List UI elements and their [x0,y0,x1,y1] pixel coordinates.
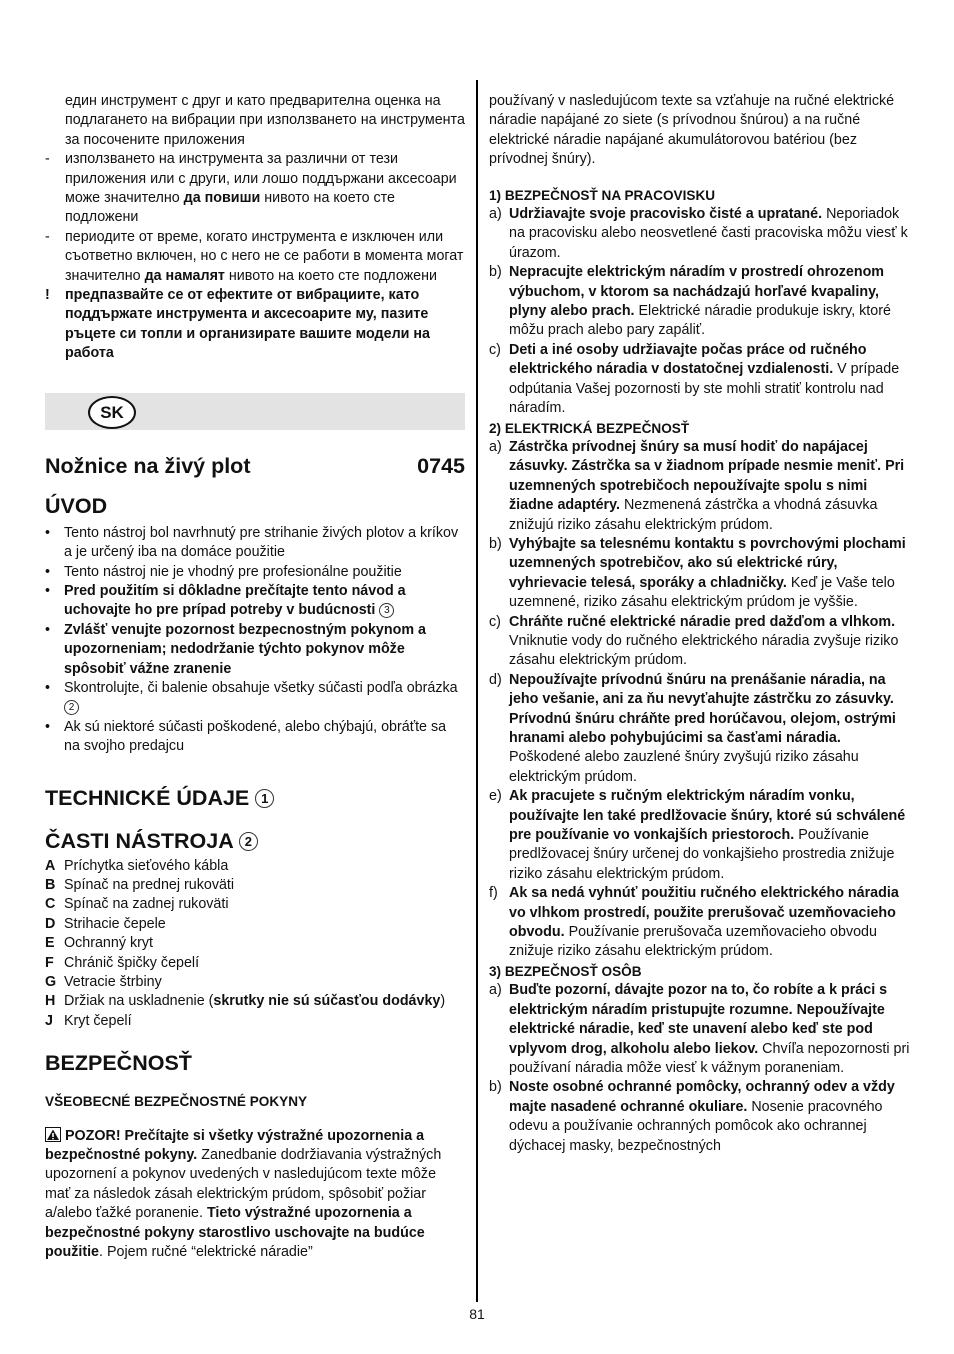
right-column [489,92,910,1156]
left-column [45,92,465,1262]
list-item: C Spínač na zadnej rukoväti [45,896,229,913]
list-item: c) Deti a iné osoby udržiavajte počas práce od ručného elektrického náradia v dostatočnej vzdialenosti. V prípade odpútania Vašej pozornosti by ste mohli stratiť kontrolu nad náradím. [489,341,900,417]
bg-intro-text: един инструмент с друг и като предварителна оценка на подлагането на вибрации при използването на инструмента за посочените приложения [65,93,465,148]
figure-ref-2: 2 [239,832,258,851]
list-item: d) Nepoužívajte prívodnú šnúru na prenášanie náradia, na jeho vešanie, ani za ňu nevyťahujte zástrčku zo zásuvky. Prívodnú šnúru chráňte pred horúčavou, olejom, ostrými hranami alebo pohybujúcimi sa časťami náradia. Poškodené alebo zauzlené šnúry zvyšujú riziko zásahu elektrickým prúdom. [489,671,896,785]
list-item: • Zvlášť venujte pozornost bezpecnostným pokynom a upozorneniam; nedodržanie týchto pokynov môže spôsobiť vážne zranenie [45,621,426,677]
list-item: f) Ak sa nedá vyhnúť použitiu ručného elektrického náradia vo vlhkom prostredí, použite prerušovač uzemňovacieho obvodu. Používanie prerušovača uzemňovacieho obvodu znižuje riziko zásahu elektrickým prúdom. [489,885,899,960]
list-item: e) Ak pracujete s ručným elektrickým náradím vonku, používajte len také predlžovacie šnúry, ktoré sú schválené pre používanie vo vonkajších priestoroch. Používanie predlžovacej šnúry určenej do vonkajšieho prostredia znižuje riziko zásahu elektrickým prúdom. [489,788,906,882]
language-badge: SK [88,396,136,429]
list-item: H Držiak na uskladnenie (skrutky nie sú súčasťou dodávky) [45,993,446,1010]
intro-heading: ÚVOD [45,493,108,518]
list-item: G Vetracie štrbiny [45,974,162,990]
safety-heading: BEZPEČNOSŤ [45,1051,192,1076]
continued-text: používaný v nasledujúcom texte sa vzťahuje na ručné elektrické náradie napájané zo siete (s prívodnou šnúrou) a na ručné elektrické náradie napájané akumulátorovou batériou (bez prívodnej šnúry). [489,93,895,168]
list-item: a) Zástrčka prívodnej šnúry sa musí hodiť do napájacej zásuvky. Zástrčka sa v žiadnom prípade nesmie meniť. Pri uzemnených spotrebičoch nepoužívajte spolu s nimi žiadne adaptéry. Nezmenená zástrčka a vhodná zásuvka znižujú riziko zásahu elektrickým prúdom. [489,438,905,533]
list-item: E Ochranný kryt [45,935,153,952]
general-safety-heading: VŠEOBECNÉ BEZPEČNOSTNÉ POKYNY [45,1094,308,1110]
list-item: • Tento nástroj nie je vhodný pre profesionálne použitie [45,563,402,580]
product-title: Nožnice na živý plot [45,453,251,478]
column-divider [476,80,478,1302]
parts-list [45,857,465,1032]
list-item: F Chránič špičky čepelí [45,954,200,971]
warning-triangle-icon [45,1127,61,1142]
list-item: a) Udržiavajte svoje pracovisko čisté a upratané. Neporiadok na pracovisku alebo neosvetlené časti pracoviska môžu viesť k úrazom. [489,206,908,261]
list-item: • Tento nástroj bol navrhnutý pre strihanie živých plotov a kríkov a je určený iba na domáce použitie [45,524,459,561]
language-band [45,393,465,430]
product-model: 0745 [417,453,465,478]
section-heading: 2) ELEKTRICKÁ BEZPEČNOSŤ [489,420,690,436]
list-item: • Skontrolujte, či balenie obsahuje všetky súčasti podľa obrázka 2 [45,679,458,714]
figure-ref-1: 1 [255,789,274,808]
list-item: • Pred použitím si dôkladne prečítajte tento návod a uchovajte ho pre prípad potreby v budúcnosti 3 [45,582,406,619]
intro-list [45,524,465,757]
list-item: b) Noste osobné ochranné pomôcky, ochranný odev a vždy majte nasadené ochranné okuliare. Nosenie pracovného odevu a používanie ochranných pomôcok ako ochrannej dýchacej masky, bezpečnostných [489,1079,895,1154]
figure-ref-2: 2 [64,700,79,715]
page-number: 81 [469,1306,485,1322]
list-item: B Spínač na prednej rukoväti [45,876,235,893]
vibration-warning: ! предпазвайте се от ефектите от вибрациите, като поддържате инструмента и аксесоарите му, пазите ръцете си топли и организирате вашите модели на работа [45,287,431,362]
list-item: - периодите от време, когато инструмента е изключен или съответно включен, но с него не се работи в момента могат значително да намалят нивото на което сте подложени [45,228,464,284]
list-item: a) Buďte pozorní, dávajte pozor na to, čo robíte a k práci s elektrickým náradím pristupujte rozumne. Nepoužívajte elektrické náradie, keď ste unavení alebo keď ste pod vplyvom drog, alkoholu alebo liekov. Chvíľa nepozornosti pri používaní náradia môže viesť k vážnym poraneniam. [489,982,910,1076]
list-item: A Príchytka sieťového kábla [45,857,229,874]
list-item: c) Chráňte ručné elektrické náradie pred dažďom a vlhkom. Vniknutie vody do ručného elektrického náradia zvyšuje riziko zásahu elektrickým prúdom. [489,613,899,669]
product-title-row [45,453,465,479]
figure-ref-3: 3 [379,603,394,618]
list-item: D Strihacie čepele [45,915,166,932]
section-heading: 3) BEZPEČNOSŤ OSÔB [489,963,642,979]
tech-data-heading: TECHNICKÉ ÚDAJE 1 [45,785,465,811]
parts-heading: ČASTI NÁSTROJA 2 [45,828,465,854]
list-item: b) Vyhýbajte sa telesnému kontaktu s povrchovými plochami uzemnených spotrebičov, ako sú elektrické rúry, vyhrievacie telesá, sporáky a chladničky. Keď je Vaše telo uzemnené, riziko zásahu elektrickým prúdom je vyššie. [489,535,906,611]
general-safety-text: POZOR! Prečítajte si všetky výstražné upozornenia a bezpečnostné pokyny. Zanedbanie dodržiavania výstražných upozornení a pokynov uvedených v nasledujúcom texte môže mať za následok zásah elektrickým prúdom, spôsobiť požiar a/alebo ťažké poranenie. Tieto výstražné upozornenia a bezpečnostné pokyny starostlivo uschovajte na budúce použitie. Pojem ručné “elektrické náradie” [45,1127,442,1261]
list-item: b) Nepracujte elektrickým náradím v prostredí ohrozenom výbuchom, v ktorom sa nachádzajú horľavé kvapaliny, plyny alebo prach. Elektrické náradie produkuje iskry, ktoré môžu prach alebo pary zapáliť. [489,264,891,339]
list-item: • Ak sú niektoré súčasti poškodené, alebo chýbajú, obráťte sa na svojho predajcu [45,718,447,755]
section-heading: 1) BEZPEČNOSŤ NA PRACOVISKU [489,187,716,203]
list-item: - използването на инструмента за различни от тези приложения или с други, или лошо поддържани аксесоари може значително да повиши нивото на което сте подложени [45,151,457,226]
list-item: J Kryt čepelí [45,1012,132,1029]
